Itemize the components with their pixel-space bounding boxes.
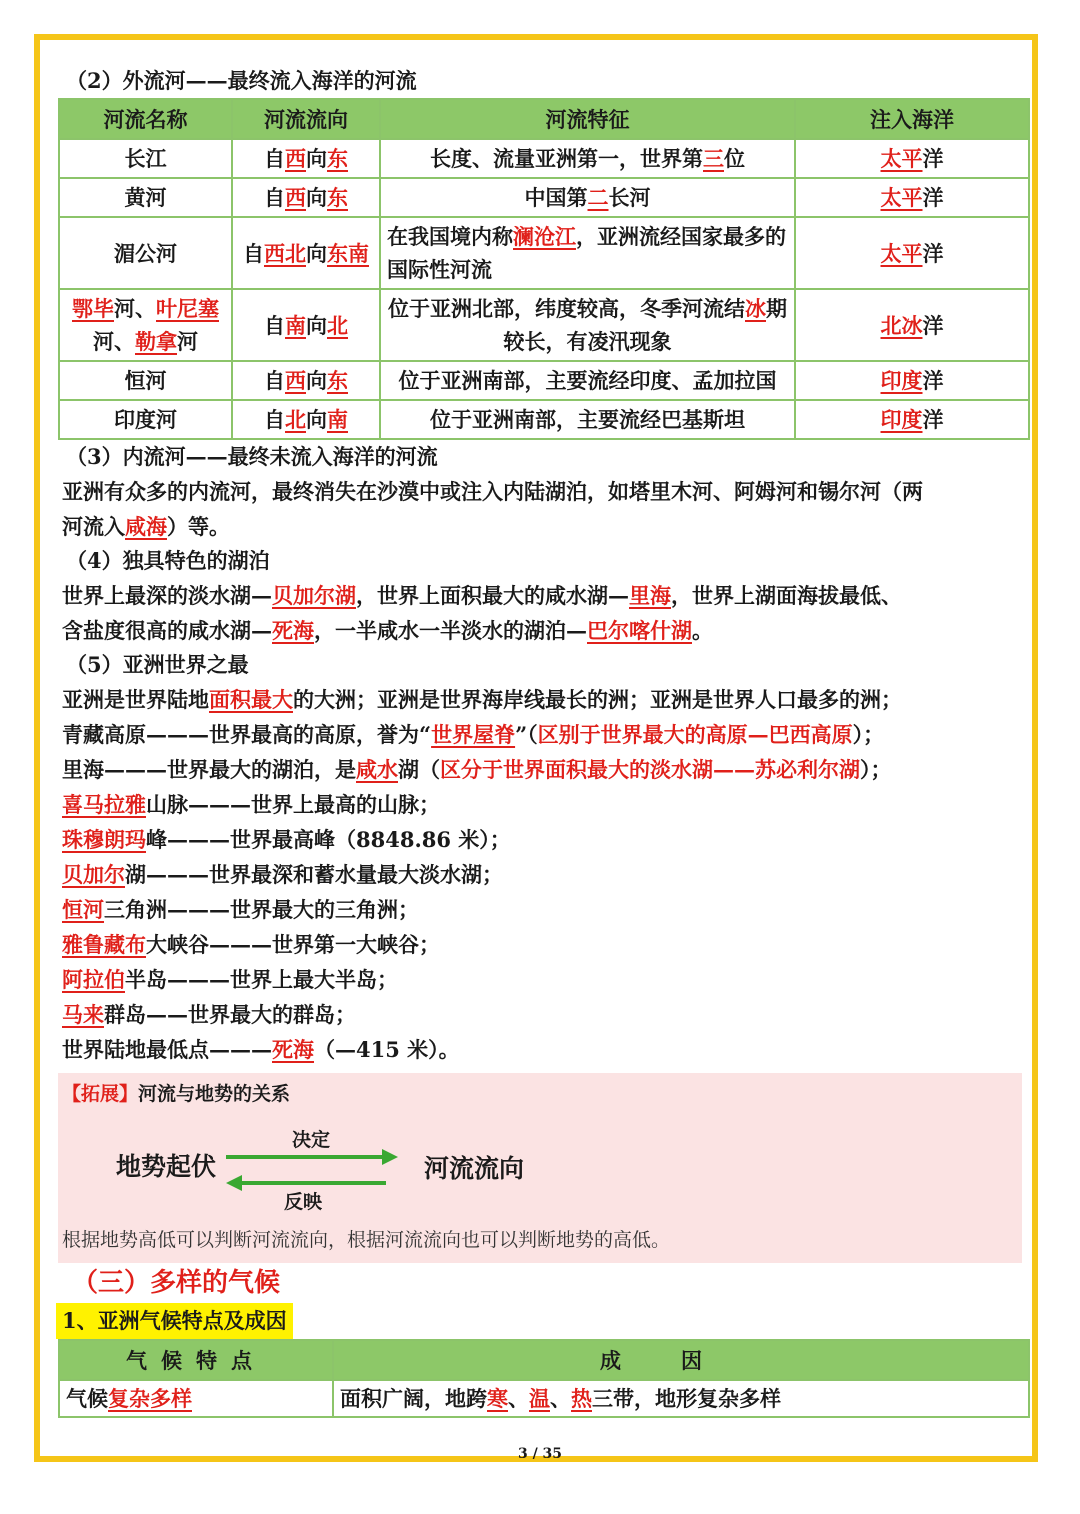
table-row [59, 139, 1029, 178]
section4-text: 世界上最深的淡水湖—贝加尔湖，世界上面积最大的咸水湖—里海，世界上湖面海拔最低、 [62, 583, 902, 608]
header-river-name: 河流名称 [59, 99, 232, 139]
river-ocean: 太平洋 [795, 178, 1029, 217]
list-item: 雅鲁藏布大峡谷———世界第一大峡谷； [62, 932, 440, 957]
list-item: 马来群岛——世界最大的群岛； [62, 1002, 356, 1027]
reflect-label: 反映 [284, 1191, 323, 1213]
header-climate-cause: 成因 [333, 1340, 1029, 1380]
river-direction: 自西向东 [232, 361, 380, 400]
section3-heading: （3）内流河——最终未流入海洋的河流 [66, 444, 438, 469]
river-direction: 自北向南 [232, 400, 380, 439]
page-content [58, 64, 1028, 1418]
extend-title: 【拓展】河流与地势的关系 [62, 1083, 291, 1105]
river-table-header [59, 99, 1029, 139]
list-item: 珠穆朗玛峰———世界最高峰（8848.86 米）； [62, 827, 511, 852]
river-name: 印度河 [59, 400, 232, 439]
river-feature: 位于亚洲北部，纬度较高，冬季河流结冰期较长，有凌汛现象 [380, 289, 795, 361]
river-direction-label: 河流流向 [424, 1154, 525, 1183]
table-row [59, 400, 1029, 439]
list-item: 贝加尔湖———世界最深和蓄水量最大淡水湖； [62, 862, 503, 887]
section2-heading [58, 64, 1028, 98]
section2-num: （2） [66, 68, 123, 93]
list-item: 恒河三角洲———世界最大的三角洲； [62, 897, 419, 922]
table-row [59, 1380, 1029, 1417]
river-table [58, 98, 1030, 440]
extend-note: 根据地势高低可以判断河流流向，根据河流流向也可以判断地势的高低。 [62, 1229, 671, 1251]
decide-label: 决定 [292, 1129, 331, 1151]
river-ocean: 印度洋 [795, 361, 1029, 400]
list-item: 喜马拉雅山脉———世界上最高的山脉； [62, 792, 440, 817]
section5-line-2: 青藏高原———世界最高的高原，誉为“世界屋脊”（区别于世界最大的高原—巴西高原）； [62, 722, 885, 747]
climate-table-header [59, 1340, 1029, 1380]
climate-section-title: （三）多样的气候 [72, 1268, 281, 1298]
river-feature: 位于亚洲南部，主要流经印度、孟加拉国 [380, 361, 795, 400]
table-row [59, 217, 1029, 289]
river-ocean: 太平洋 [795, 217, 1029, 289]
river-ocean: 太平洋 [795, 139, 1029, 178]
header-river-feature: 河流特征 [380, 99, 795, 139]
table-row [59, 361, 1029, 400]
river-ocean: 印度洋 [795, 400, 1029, 439]
terrain-label: 地势起伏 [116, 1152, 217, 1181]
river-direction: 自南向北 [232, 289, 380, 361]
river-direction: 自西向东 [232, 178, 380, 217]
extend-box [58, 1073, 1022, 1263]
river-ocean: 北冰洋 [795, 289, 1029, 361]
climate-subtitle-wrap [56, 1303, 1028, 1339]
climate-subtitle: 1、亚洲气候特点及成因 [56, 1303, 293, 1339]
section4-heading: （4）独具特色的湖泊 [66, 548, 270, 573]
river-feature: 长度、流量亚洲第一，世界第三位 [380, 139, 795, 178]
header-ocean: 注入海洋 [795, 99, 1029, 139]
section5-heading: （5）亚洲世界之最 [66, 652, 249, 677]
river-direction: 自西向东 [232, 139, 380, 178]
table-row [59, 289, 1029, 361]
list-item: 世界陆地最低点———死海（—415 米）。 [62, 1037, 460, 1062]
list-item: 阿拉伯半岛———世界上最大半岛； [62, 967, 398, 992]
header-river-direction: 河流流向 [232, 99, 380, 139]
table-row [59, 178, 1029, 217]
climate-table [58, 1339, 1030, 1418]
river-feature: 中国第二长河 [380, 178, 795, 217]
page-number: 3 / 35 [517, 1446, 563, 1462]
river-direction: 自西北向东南 [232, 217, 380, 289]
river-feature: 在我国境内称澜沧江，亚洲流经国家最多的国际性河流 [380, 217, 795, 289]
climate-cause: 面积广阔，地跨寒、温、热三带，地形复杂多样 [333, 1380, 1029, 1417]
section3-text-2: 河流入咸海）等。 [62, 514, 230, 539]
river-name: 鄂毕河、叶尼塞 河、勒拿河 [59, 289, 232, 361]
river-feature: 位于亚洲南部，主要流经巴基斯坦 [380, 400, 795, 439]
river-name: 湄公河 [59, 217, 232, 289]
section3-text: 亚洲有众多的内流河，最终消失在沙漠中或注入内陆湖泊，如塔里木河、阿姆河和锡尔河（两 [62, 479, 923, 504]
river-name: 恒河 [59, 361, 232, 400]
river-name: 黄河 [59, 178, 232, 217]
section4-text-2: 含盐度很高的咸水湖—死海，一半咸水一半淡水的湖泊—巴尔喀什湖。 [62, 618, 713, 643]
section5-line-3: 里海———世界最大的湖泊，是咸水湖（区分于世界面积最大的淡水湖——苏必利尔湖）； [62, 757, 892, 782]
section2-title: 外流河——最终流入海洋的河流 [122, 68, 417, 93]
section5-line-1: 亚洲是世界陆地面积最大的大洲；亚洲是世界海岸线最长的洲；亚洲是世界人口最多的洲； [62, 687, 902, 712]
climate-feature: 气候复杂多样 [59, 1380, 333, 1417]
header-climate-feature: 气候特点 [59, 1340, 333, 1380]
river-name: 长江 [59, 139, 232, 178]
